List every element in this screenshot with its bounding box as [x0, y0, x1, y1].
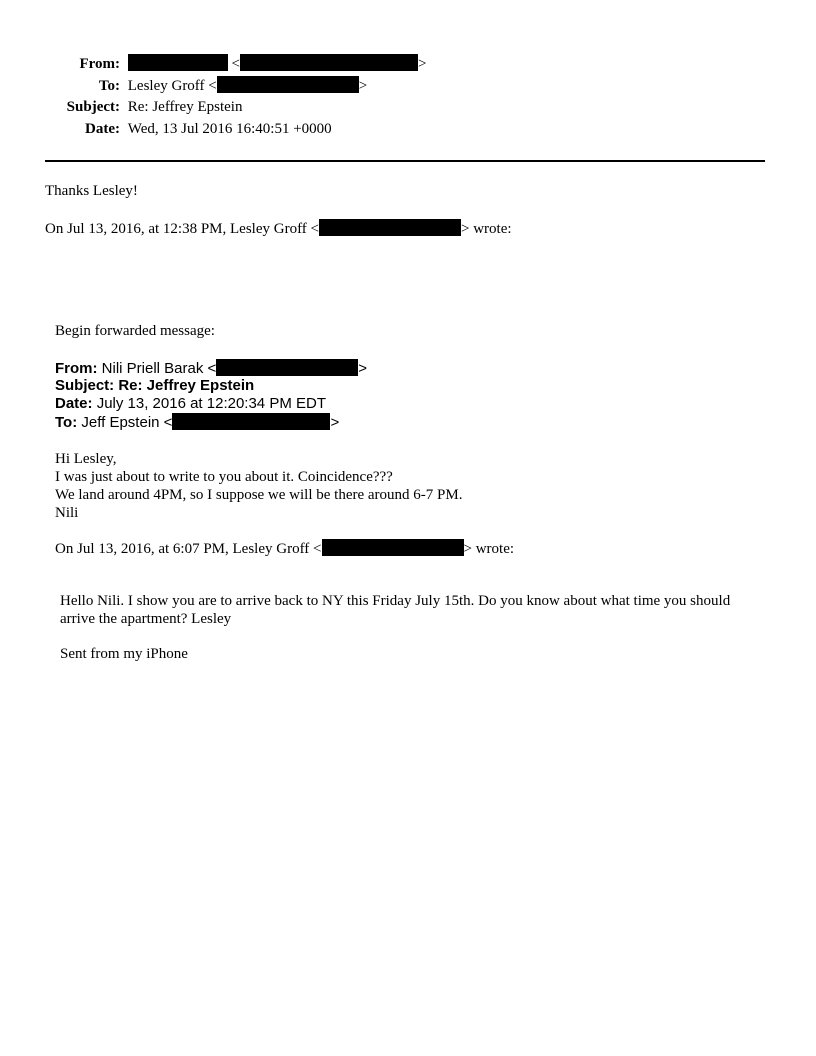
subject-label: Subject:	[66, 99, 120, 115]
forwarded-to-value: Jeff Epstein <	[81, 414, 173, 431]
forwarded-body	[55, 450, 462, 522]
header-to-row	[0, 76, 367, 95]
redaction-block	[217, 76, 359, 93]
quote-prefix: On Jul 13, 2016, at 12:38 PM, Lesley Groff <	[45, 221, 319, 237]
quote-suffix: > wrote:	[461, 221, 512, 237]
forwarded-from-value: Nili Priell Barak <	[101, 360, 217, 377]
original-signature: Sent from my iPhone	[60, 646, 188, 662]
from-label: From:	[79, 56, 120, 72]
date-label: Date:	[85, 121, 120, 137]
reply-greeting: Thanks Lesley!	[45, 183, 138, 199]
subject-value: Re: Jeffrey Epstein	[127, 99, 243, 115]
header-subject-row	[0, 98, 242, 116]
to-close-bracket: >	[358, 78, 368, 94]
forwarded-from-row	[55, 359, 367, 378]
body-line: Hi Lesley,	[55, 451, 117, 467]
redaction-block	[322, 539, 464, 556]
body-line: We land around 4PM, so I suppose we will be there around 6-7 PM.	[55, 487, 463, 503]
from-open-bracket: <	[231, 56, 240, 72]
forwarded-to-close: >	[330, 414, 340, 431]
to-value: Lesley Groff <	[127, 78, 217, 94]
body-line: Nili	[55, 505, 79, 521]
quote-suffix: > wrote:	[463, 541, 515, 557]
forwarded-date-value: July 13, 2016 at 12:20:34 PM EDT	[96, 395, 326, 412]
forwarded-to-label: To:	[55, 414, 78, 431]
original-message: Hello Nili. I show you are to arrive back to NY this Friday July 15th. Do you know about what time you should arrive the apartment? Lesley	[60, 593, 731, 627]
header-date-row	[0, 120, 332, 138]
forwarded-to-row	[55, 413, 339, 432]
header-from-row	[0, 54, 426, 73]
forwarded-subject-row	[55, 377, 254, 395]
body-line: I was just about to write to you about it. Coincidence???	[55, 469, 393, 485]
redaction-block	[319, 219, 461, 236]
date-value: Wed, 13 Jul 2016 16:40:51 +0000	[127, 121, 332, 137]
redaction-block	[216, 359, 358, 376]
header-divider	[45, 160, 765, 162]
redaction-block	[128, 54, 228, 71]
redaction-block	[240, 54, 418, 71]
forwarded-date-row	[55, 395, 326, 413]
forwarded-intro: Begin forwarded message:	[55, 323, 215, 339]
reply-quote-line	[45, 219, 512, 238]
forwarded-quote-line	[55, 539, 514, 558]
to-label: To:	[98, 78, 120, 94]
forwarded-from-close: >	[358, 360, 368, 377]
redaction-block	[172, 413, 330, 430]
forwarded-subject: Subject: Re: Jeffrey Epstein	[55, 377, 255, 394]
quote-prefix: On Jul 13, 2016, at 6:07 PM, Lesley Groff <	[55, 541, 322, 557]
from-close-bracket: >	[417, 56, 427, 72]
forwarded-from-label: From:	[55, 360, 98, 377]
forwarded-date-label: Date:	[55, 395, 93, 412]
